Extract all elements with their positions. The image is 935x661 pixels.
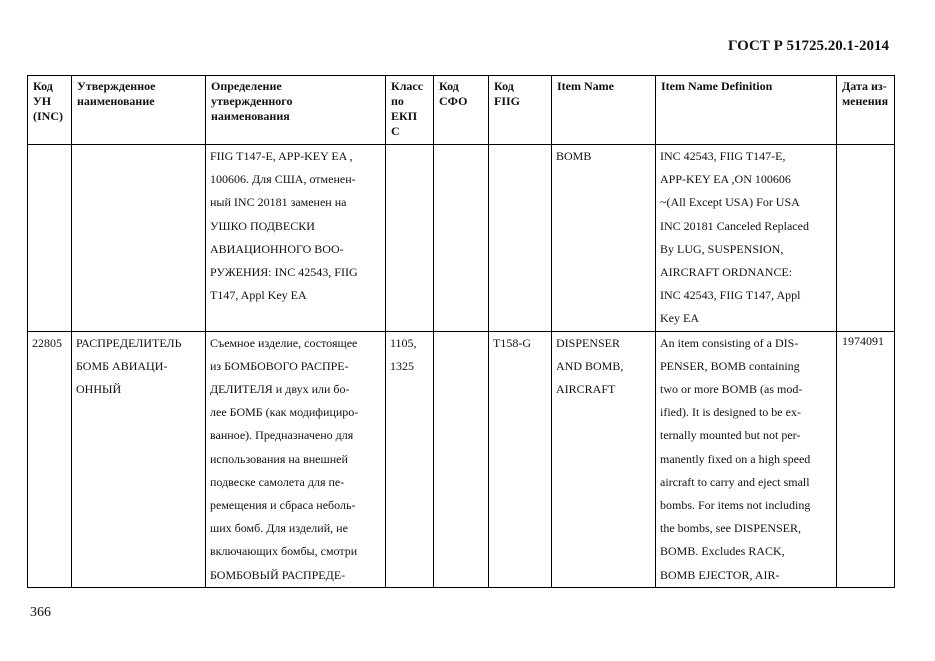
header-ekp-class xyxy=(386,76,434,145)
header-line: Item Name xyxy=(557,79,614,93)
cell-line: БОМБОВЫЙ РАСПРЕДЕ- xyxy=(210,567,346,582)
header-line: Код xyxy=(439,79,459,93)
cell-line: APP-KEY EA ,ON 100606 xyxy=(660,172,791,187)
cell-line: ОННЫЙ xyxy=(76,382,122,397)
header-line: наименование xyxy=(77,94,155,108)
header-line: Утвержденное xyxy=(77,79,156,93)
cell-line: использования на внешней xyxy=(210,451,348,466)
header-definition xyxy=(206,76,386,145)
header-line: УН xyxy=(33,94,52,108)
cell-line: 22805 xyxy=(32,335,62,350)
cell-line: Key EA xyxy=(660,311,699,326)
header-change-date xyxy=(837,76,895,145)
cell-line: INC 42543, FIIG T147, Appl xyxy=(660,288,801,303)
cell-line: bombs. For items not including xyxy=(660,498,811,513)
cell-line: BOMB EJECTOR, AIR- xyxy=(660,567,780,582)
cell-change-date xyxy=(837,331,895,587)
cell-line: ванное). Предназначено для xyxy=(210,428,354,443)
header-item-name-definition xyxy=(656,76,837,145)
cell-line: AIRCRAFT ORDNANCE: xyxy=(660,265,793,280)
cell-line: лее БОМБ (как модифициро- xyxy=(210,405,359,420)
cell-line: BOMB xyxy=(556,149,592,163)
cell-ekp-class xyxy=(386,145,434,332)
cell-line: ~(All Except USA) For USA xyxy=(660,195,800,210)
header-line: утвержденного xyxy=(211,94,293,108)
cell-item-name xyxy=(552,145,656,332)
cell-line: manently fixed on a high speed xyxy=(660,451,811,466)
cell-line: РАСПРЕДЕЛИТЕЛЬ xyxy=(76,335,182,350)
cell-line: T147, Appl Key EA xyxy=(210,288,307,303)
cell-line: INC 20181 Canceled Replaced xyxy=(660,218,809,233)
cell-line: 1974091 xyxy=(842,333,884,348)
cell-item-name xyxy=(552,331,656,587)
cell-line: FIIG T147-E, APP-KEY EA , xyxy=(210,149,353,163)
cell-line: ДЕЛИТЕЛЯ и двух или бо- xyxy=(210,382,350,397)
cell-line: БОМБ АВИАЦИ- xyxy=(76,358,168,373)
specification-table xyxy=(27,75,895,588)
header-approved-name xyxy=(72,76,206,145)
cell-line: подвеске самолета для пе- xyxy=(210,474,345,489)
header-line: Класс xyxy=(391,79,424,93)
cell-line: ternally mounted but not per- xyxy=(660,428,801,443)
cell-item-name-definition xyxy=(656,145,837,332)
header-line: Код xyxy=(33,79,53,93)
header-item-name xyxy=(552,76,656,145)
table-row xyxy=(28,331,895,587)
cell-approved-name xyxy=(72,145,206,332)
cell-approved-name xyxy=(72,331,206,587)
cell-sfo-code xyxy=(434,331,489,587)
cell-line: из БОМБОВОГО РАСПРЕ- xyxy=(210,358,349,373)
header-line: наименования xyxy=(211,109,290,123)
header-line: Код xyxy=(494,79,514,93)
cell-definition xyxy=(206,145,386,332)
cell-line: By LUG, SUSPENSION, xyxy=(660,241,784,256)
cell-line: 100606. Для США, отменен- xyxy=(210,172,356,187)
header-line: С xyxy=(391,124,400,138)
header-line: менения xyxy=(842,94,889,108)
header-line: (INC) xyxy=(33,109,63,123)
header-sfo-code xyxy=(434,76,489,145)
cell-code-un xyxy=(28,145,72,332)
cell-line: PENSER, BOMB containing xyxy=(660,358,800,373)
cell-ekp-class xyxy=(386,331,434,587)
cell-item-name-definition xyxy=(656,331,837,587)
cell-line: An item consisting of a DIS- xyxy=(660,335,799,350)
cell-line: two or more BOMB (as mod- xyxy=(660,382,803,397)
header-line: ЕКП xyxy=(391,109,418,123)
cell-line: 1325 xyxy=(390,358,414,373)
cell-line: INC 42543, FIIG T147-E, xyxy=(660,149,786,163)
document-standard-code: ГОСТ Р 51725.20.1-2014 xyxy=(727,38,889,54)
cell-line: aircraft to carry and eject small xyxy=(660,474,810,489)
cell-fiig-code xyxy=(489,331,552,587)
cell-fiig-code xyxy=(489,145,552,332)
cell-line: AND BOMB, xyxy=(556,358,624,373)
cell-line: РУЖЕНИЯ: INC 42543, FIIG xyxy=(210,265,358,280)
header-line: Дата из- xyxy=(842,79,887,93)
page-number: 366 xyxy=(30,605,51,620)
table-header-row xyxy=(28,76,895,145)
cell-code-un xyxy=(28,331,72,587)
cell-line: включающих бомбы, смотри xyxy=(210,544,358,559)
header-line: Item Name Definition xyxy=(661,79,773,93)
cell-line: ified). It is designed to be ex- xyxy=(660,405,801,420)
header-line: по xyxy=(391,94,404,108)
cell-line: BOMB. Excludes RACK, xyxy=(660,544,785,559)
cell-line: АВИАЦИОННОГО ВОО- xyxy=(210,241,344,256)
cell-sfo-code xyxy=(434,145,489,332)
cell-line: УШКО ПОДВЕСКИ xyxy=(210,218,315,233)
cell-line: the bombs, see DISPENSER, xyxy=(660,521,801,536)
cell-change-date xyxy=(837,145,895,332)
cell-line: ших бомб. Для изделий, не xyxy=(210,521,348,536)
cell-line: T158-G xyxy=(493,335,531,350)
header-line: FIIG xyxy=(494,94,521,108)
header-line: СФО xyxy=(439,94,468,108)
header-code-un xyxy=(28,76,72,145)
header-fiig-code xyxy=(489,76,552,145)
cell-line: ный INC 20181 заменен на xyxy=(210,195,347,210)
cell-line: ремещения и сбраса неболь- xyxy=(210,498,356,513)
cell-line: DISPENSER xyxy=(556,335,621,350)
header-line: Определение xyxy=(211,79,282,93)
table-row xyxy=(28,145,895,332)
cell-line: 1105, xyxy=(390,335,417,350)
cell-line: AIRCRAFT xyxy=(556,382,616,397)
cell-definition xyxy=(206,331,386,587)
cell-line: Съемное изделие, состоящее xyxy=(210,335,358,350)
